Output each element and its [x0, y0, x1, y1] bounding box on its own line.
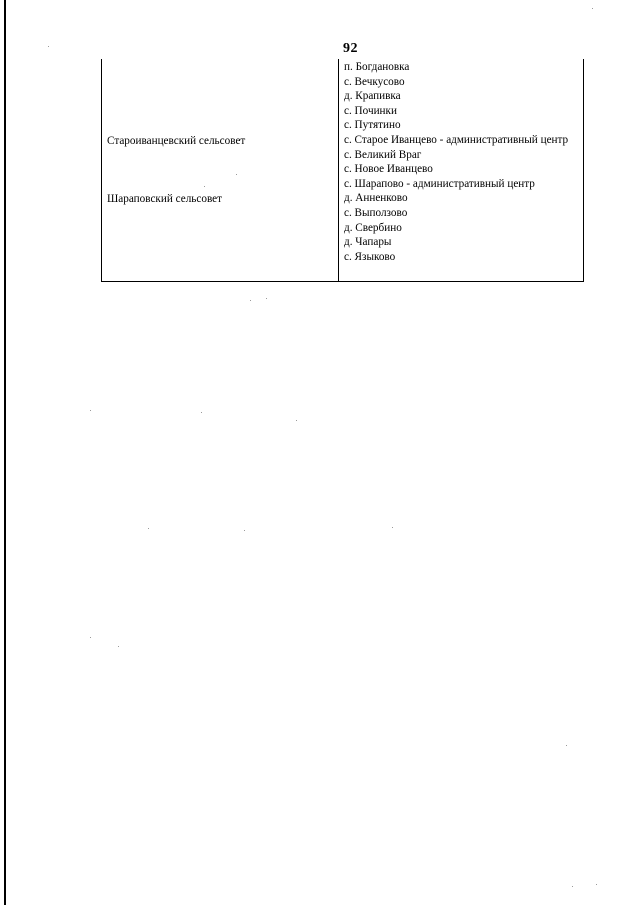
scan-speck: [201, 412, 202, 413]
settlement-item: с. Языково: [344, 250, 396, 263]
scan-speck: [204, 186, 205, 187]
scan-speck: [118, 646, 119, 647]
table-column-divider: [338, 59, 339, 281]
council-name-sharapovsky: Шараповский сельсовет: [107, 193, 223, 205]
scan-speck: [596, 884, 597, 885]
settlement-list: [344, 60, 580, 264]
settlement-item: д. Чапары: [344, 236, 392, 249]
scan-speck: [148, 528, 149, 529]
settlement-item: с. Починки: [344, 104, 397, 117]
settlement-item: д. Крапивка: [344, 90, 401, 103]
settlement-item: с. Выползово: [344, 206, 408, 219]
scan-speck: [250, 300, 251, 301]
scan-speck: [236, 174, 237, 175]
settlement-item: п. Богдановка: [344, 61, 410, 73]
scan-speck: [566, 745, 567, 746]
settlement-item: с. Великий Враг: [344, 148, 422, 161]
scan-speck: [572, 886, 573, 887]
council-name-staroivantsevsky: Староиванцевский сельсовет: [107, 135, 246, 147]
settlement-item: с. Путятино: [344, 119, 401, 132]
scan-speck: [266, 298, 267, 299]
settlement-item: с. Шарапово - административный центр: [344, 177, 535, 190]
page-left-edge-line: [4, 0, 6, 905]
settlements-table: [101, 59, 584, 282]
scan-speck: [592, 8, 593, 9]
settlement-item: д. Анненково: [344, 192, 408, 205]
scan-speck: [392, 527, 393, 528]
scan-speck: [90, 637, 91, 638]
settlement-item: с. Новое Иванцево: [344, 163, 433, 176]
page-number: 92: [343, 41, 358, 56]
settlement-item: д. Свербино: [344, 221, 402, 234]
scan-speck: [48, 46, 49, 47]
scan-speck: [296, 420, 297, 421]
settlement-item: с. Вечкусово: [344, 75, 405, 88]
settlement-item: с. Старое Иванцево - административный центр: [344, 133, 569, 146]
scan-speck: [90, 410, 91, 411]
scan-speck: [244, 530, 245, 531]
